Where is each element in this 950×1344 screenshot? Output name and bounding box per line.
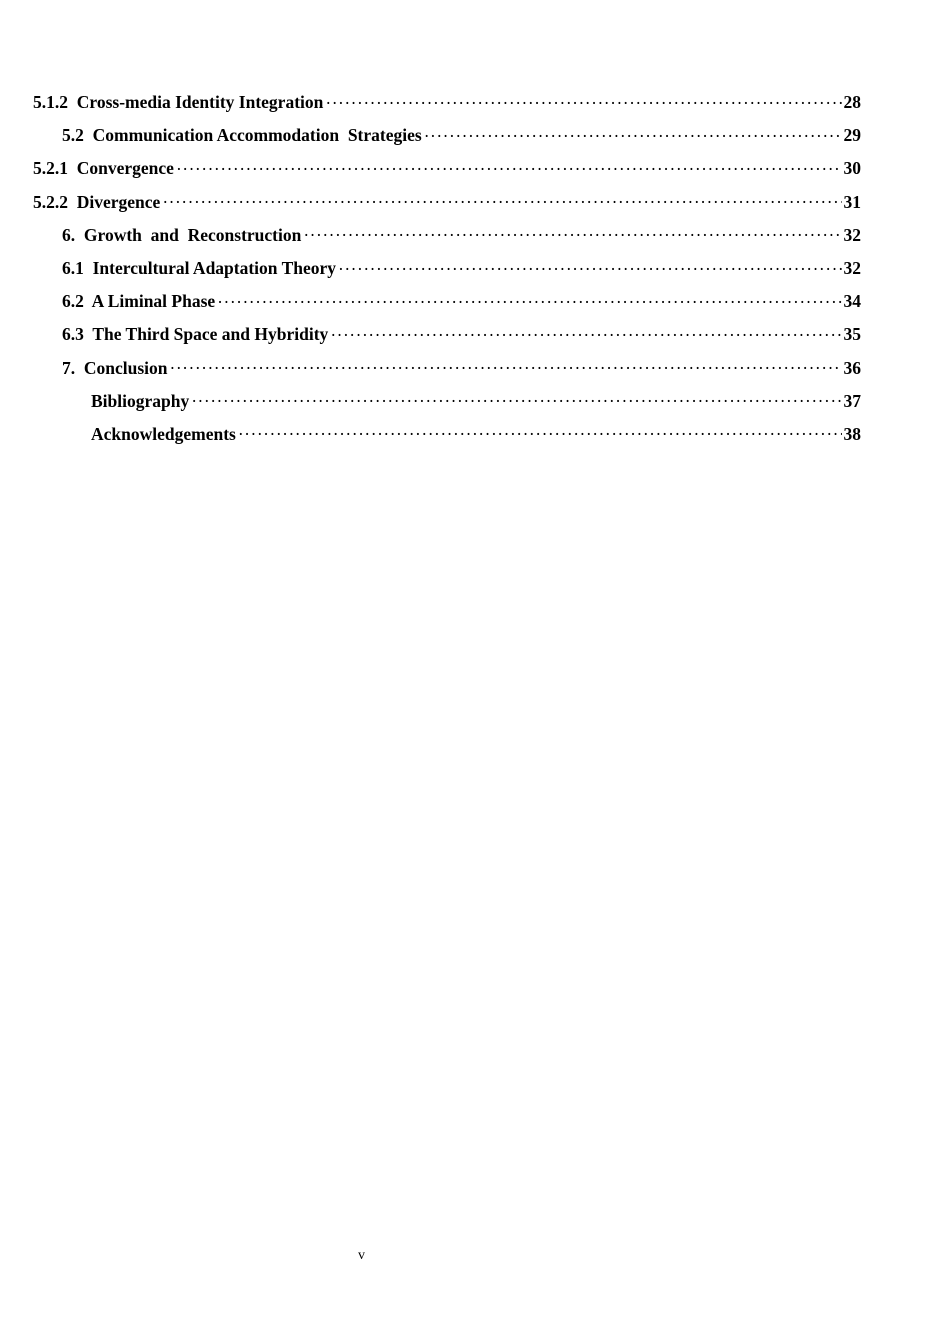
toc-entry[interactable] <box>0 119 950 152</box>
toc-entry[interactable] <box>0 252 950 285</box>
toc-entry-number: 5.2.1 <box>33 158 68 179</box>
toc-entry-title: Divergence <box>76 191 161 212</box>
toc-entry-page: 32 <box>843 258 861 279</box>
toc-dot-leader <box>191 391 841 411</box>
toc-entry[interactable] <box>0 186 950 219</box>
toc-entry-number: 6. <box>62 224 76 245</box>
toc-entry-page: 36 <box>843 357 861 378</box>
toc-entry[interactable] <box>0 385 950 418</box>
toc-entry-page: 35 <box>843 324 861 345</box>
toc-dot-leader <box>424 126 842 146</box>
toc-entry-title: Communication Accommodation Strategies <box>92 125 422 146</box>
toc-entry-page: 29 <box>843 125 861 146</box>
toc-entry-page: 38 <box>843 423 861 444</box>
toc-dot-leader <box>176 159 842 179</box>
toc-entry-number: 5.2.2 <box>33 191 68 212</box>
toc-dot-leader <box>217 292 841 312</box>
toc-entry-title: Acknowledgements <box>91 423 236 444</box>
toc-entry-number: 7. <box>62 357 76 378</box>
toc-entry-title: Bibliography <box>91 390 190 411</box>
toc-entry-page: 37 <box>843 390 861 411</box>
toc-entry[interactable] <box>0 219 950 252</box>
toc-entry-title: The Third Space and Hybridity <box>92 324 329 345</box>
toc-entry-title: Intercultural Adaptation Theory <box>92 258 337 279</box>
toc-entry-number: 5.1.2 <box>33 92 68 113</box>
toc-dot-leader <box>162 192 841 212</box>
toc-entry[interactable] <box>0 418 950 451</box>
toc-entry[interactable] <box>0 352 950 385</box>
toc-entry[interactable] <box>0 318 950 351</box>
toc-dot-leader <box>303 225 841 245</box>
toc-dot-leader <box>330 325 841 345</box>
toc-entry[interactable] <box>0 86 950 119</box>
toc-entry-title: A Liminal Phase <box>91 291 216 312</box>
toc-entry-number: 6.1 <box>62 258 84 279</box>
toc-entry-title: Conclusion <box>83 357 168 378</box>
toc-entry-number: 5.2 <box>62 125 84 146</box>
table-of-contents <box>0 86 950 451</box>
toc-dot-leader <box>338 259 841 279</box>
toc-dot-leader <box>238 424 842 444</box>
toc-entry-page: 32 <box>843 224 861 245</box>
toc-entry[interactable] <box>0 152 950 185</box>
toc-entry-title: Convergence <box>76 158 174 179</box>
toc-entry-title: Growth and Reconstruction <box>83 224 302 245</box>
toc-entry-page: 28 <box>843 92 861 113</box>
toc-entry-number: 6.2 <box>62 291 84 312</box>
page-number: v <box>358 1248 365 1263</box>
toc-dot-leader <box>325 93 841 113</box>
toc-dot-leader <box>170 358 842 378</box>
toc-entry-title: Cross-media Identity Integration <box>76 92 324 113</box>
toc-entry-page: 31 <box>843 191 861 212</box>
toc-entry-number: 6.3 <box>62 324 84 345</box>
toc-entry-page: 34 <box>843 291 861 312</box>
toc-entry[interactable] <box>0 285 950 318</box>
toc-entry-page: 30 <box>843 158 861 179</box>
